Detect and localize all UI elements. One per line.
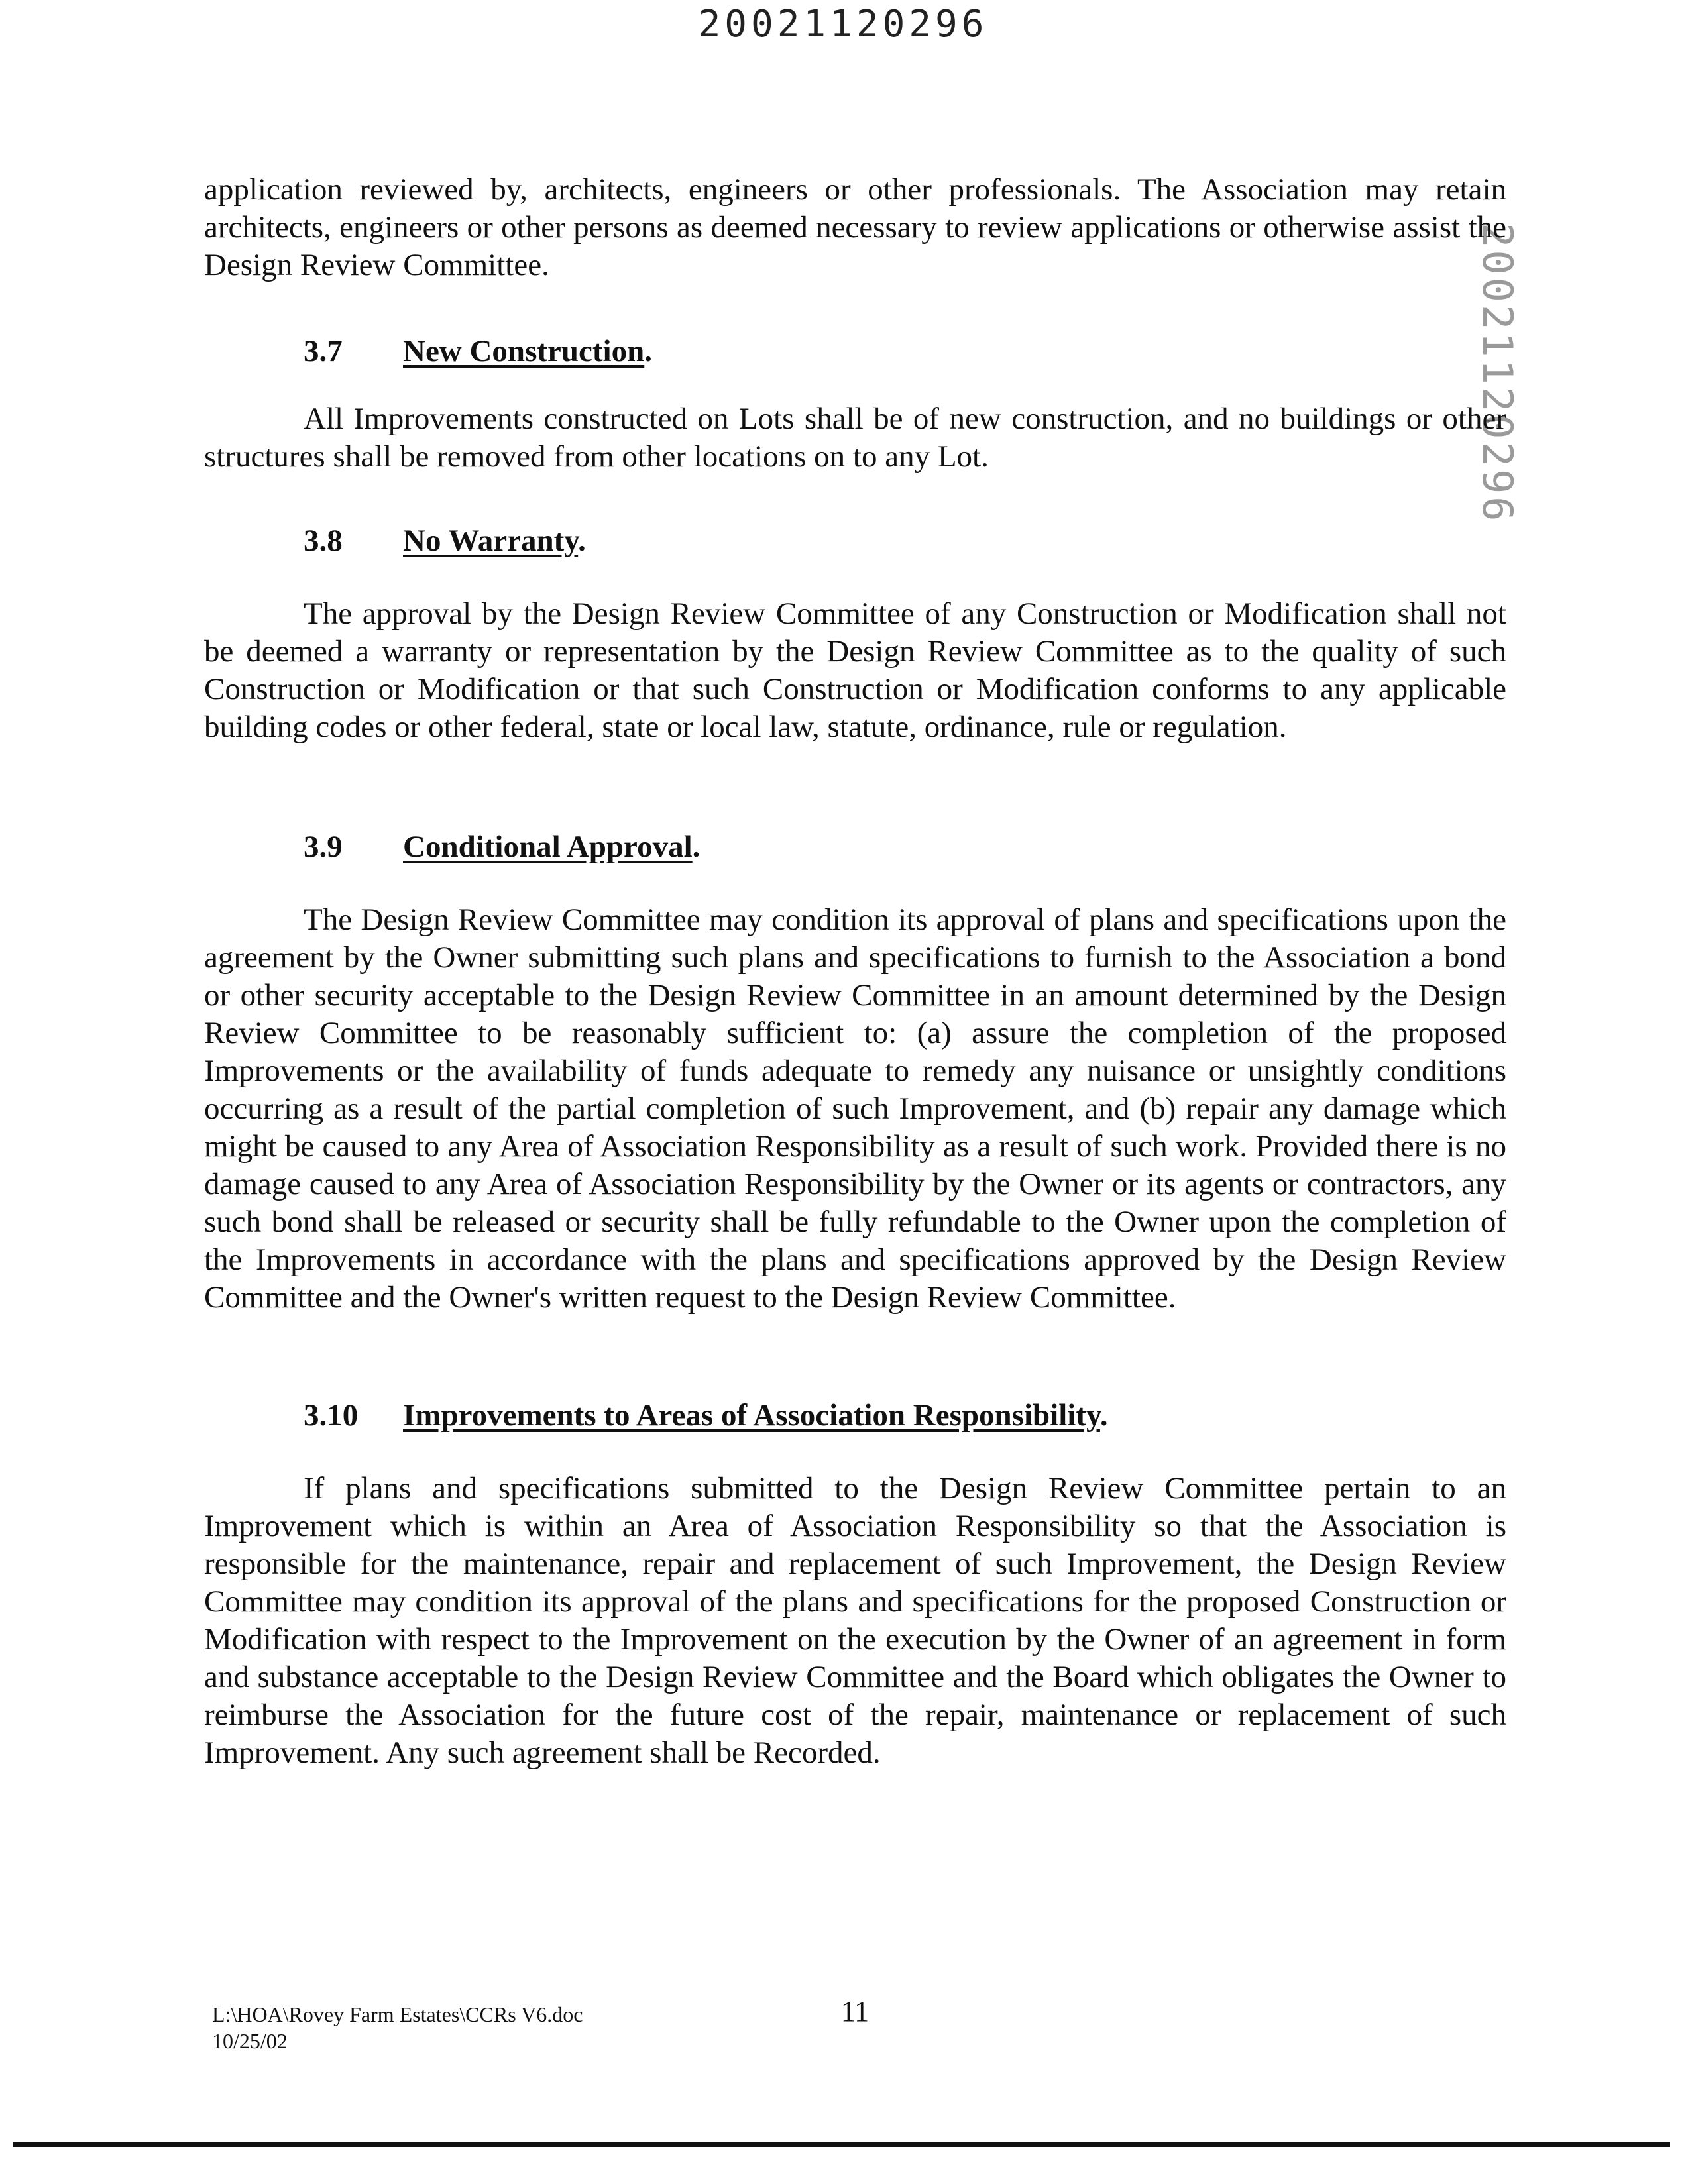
- bottom-divider: [13, 2142, 1670, 2147]
- section-title: No Warranty: [403, 523, 579, 558]
- section-number: 3.7: [304, 334, 343, 368]
- section-title: Improvements to Areas of Association Responsibility: [403, 1398, 1100, 1433]
- section-title: New Construction: [403, 334, 645, 368]
- heading-period: .: [1099, 1398, 1108, 1433]
- section-text-3-9: The Design Review Committee may condition its approval of plans and specifications upon the agreement by the Owner submitting such plans and specifications to furnish to the Association a bond or other security acceptable to the Design Review Committee in an amount determined by the Design Review Committee to be reasonably sufficient to: (a) assure the completion of the proposed Improvements or the availability of funds adequate to remedy any nuisance or unsightly conditions occurring as a result of the partial completion of such Improvement, and (b) repair any damage which might be caused to any Area of Association Responsibility as a result of such work. Provided there is no damage caused to any Area of Association Responsibility by the Owner or its agents or contractors, any such bond shall be released or security shall be fully refundable to the Owner upon the completion of the Improvements in accordance with the plans and specifications approved by the Design Review Committee and the Owner's written request to the Design Review Committee.: [204, 902, 1506, 1315]
- section-heading-3-7: [304, 333, 652, 370]
- page-number: 11: [840, 1995, 870, 2028]
- section-number: 3.8: [304, 523, 343, 558]
- section-text-3-8: The approval by the Design Review Committee of any Construction or Modification shall not be deemed a warranty or representation by the Design Review Committee as to the quality of such Construction or Modification or that such Construction or Modification conforms to any applicable building codes or other federal, state or local law, statute, ordinance, rule or regulation.: [204, 596, 1506, 744]
- section-number: 3.9: [304, 830, 343, 864]
- footer-file-info: [212, 2001, 583, 2054]
- heading-period: .: [644, 334, 652, 368]
- section-heading-3-10: [304, 1397, 1108, 1435]
- section-heading-3-8: [304, 522, 586, 560]
- intro-paragraph: application reviewed by, architects, engineers or other professionals. The Association may retain architects, engineers or other persons as deemed necessary to review applications or otherwise assist the Design Review Committee.: [204, 172, 1506, 282]
- footer-file-path: L:\HOA\Rovey Farm Estates\CCRs V6.doc: [212, 2002, 583, 2026]
- footer-date: 10/25/02: [212, 2029, 288, 2053]
- heading-period: .: [692, 830, 701, 864]
- document-number: 20021120296: [698, 3, 988, 46]
- section-title: Conditional Approval: [403, 830, 693, 864]
- section-number: 3.10: [304, 1398, 359, 1433]
- side-stamp: 20021120296: [1473, 223, 1522, 524]
- heading-period: .: [578, 523, 586, 558]
- section-text-3-10: If plans and specifications submitted to the Design Review Committee pertain to an Improvement which is within an Area of Association Responsibility so that the Association is responsible for the maintenance, repair and replacement of such Improvement, the Design Review Committee may condition its approval of the plans and specifications for the proposed Construction or Modification with respect to the Improvement on the execution by the Owner of an agreement in form and substance acceptable to the Design Review Committee and the Board which obligates the Owner to reimburse the Association for the future cost of the repair, maintenance or replacement of such Improvement. Any such agreement shall be Recorded.: [204, 1471, 1506, 1770]
- section-heading-3-9: [304, 828, 700, 866]
- section-text-3-7: All Improvements constructed on Lots shall be of new construction, and no buildings or other structures shall be removed from other locations on to any Lot.: [204, 402, 1506, 474]
